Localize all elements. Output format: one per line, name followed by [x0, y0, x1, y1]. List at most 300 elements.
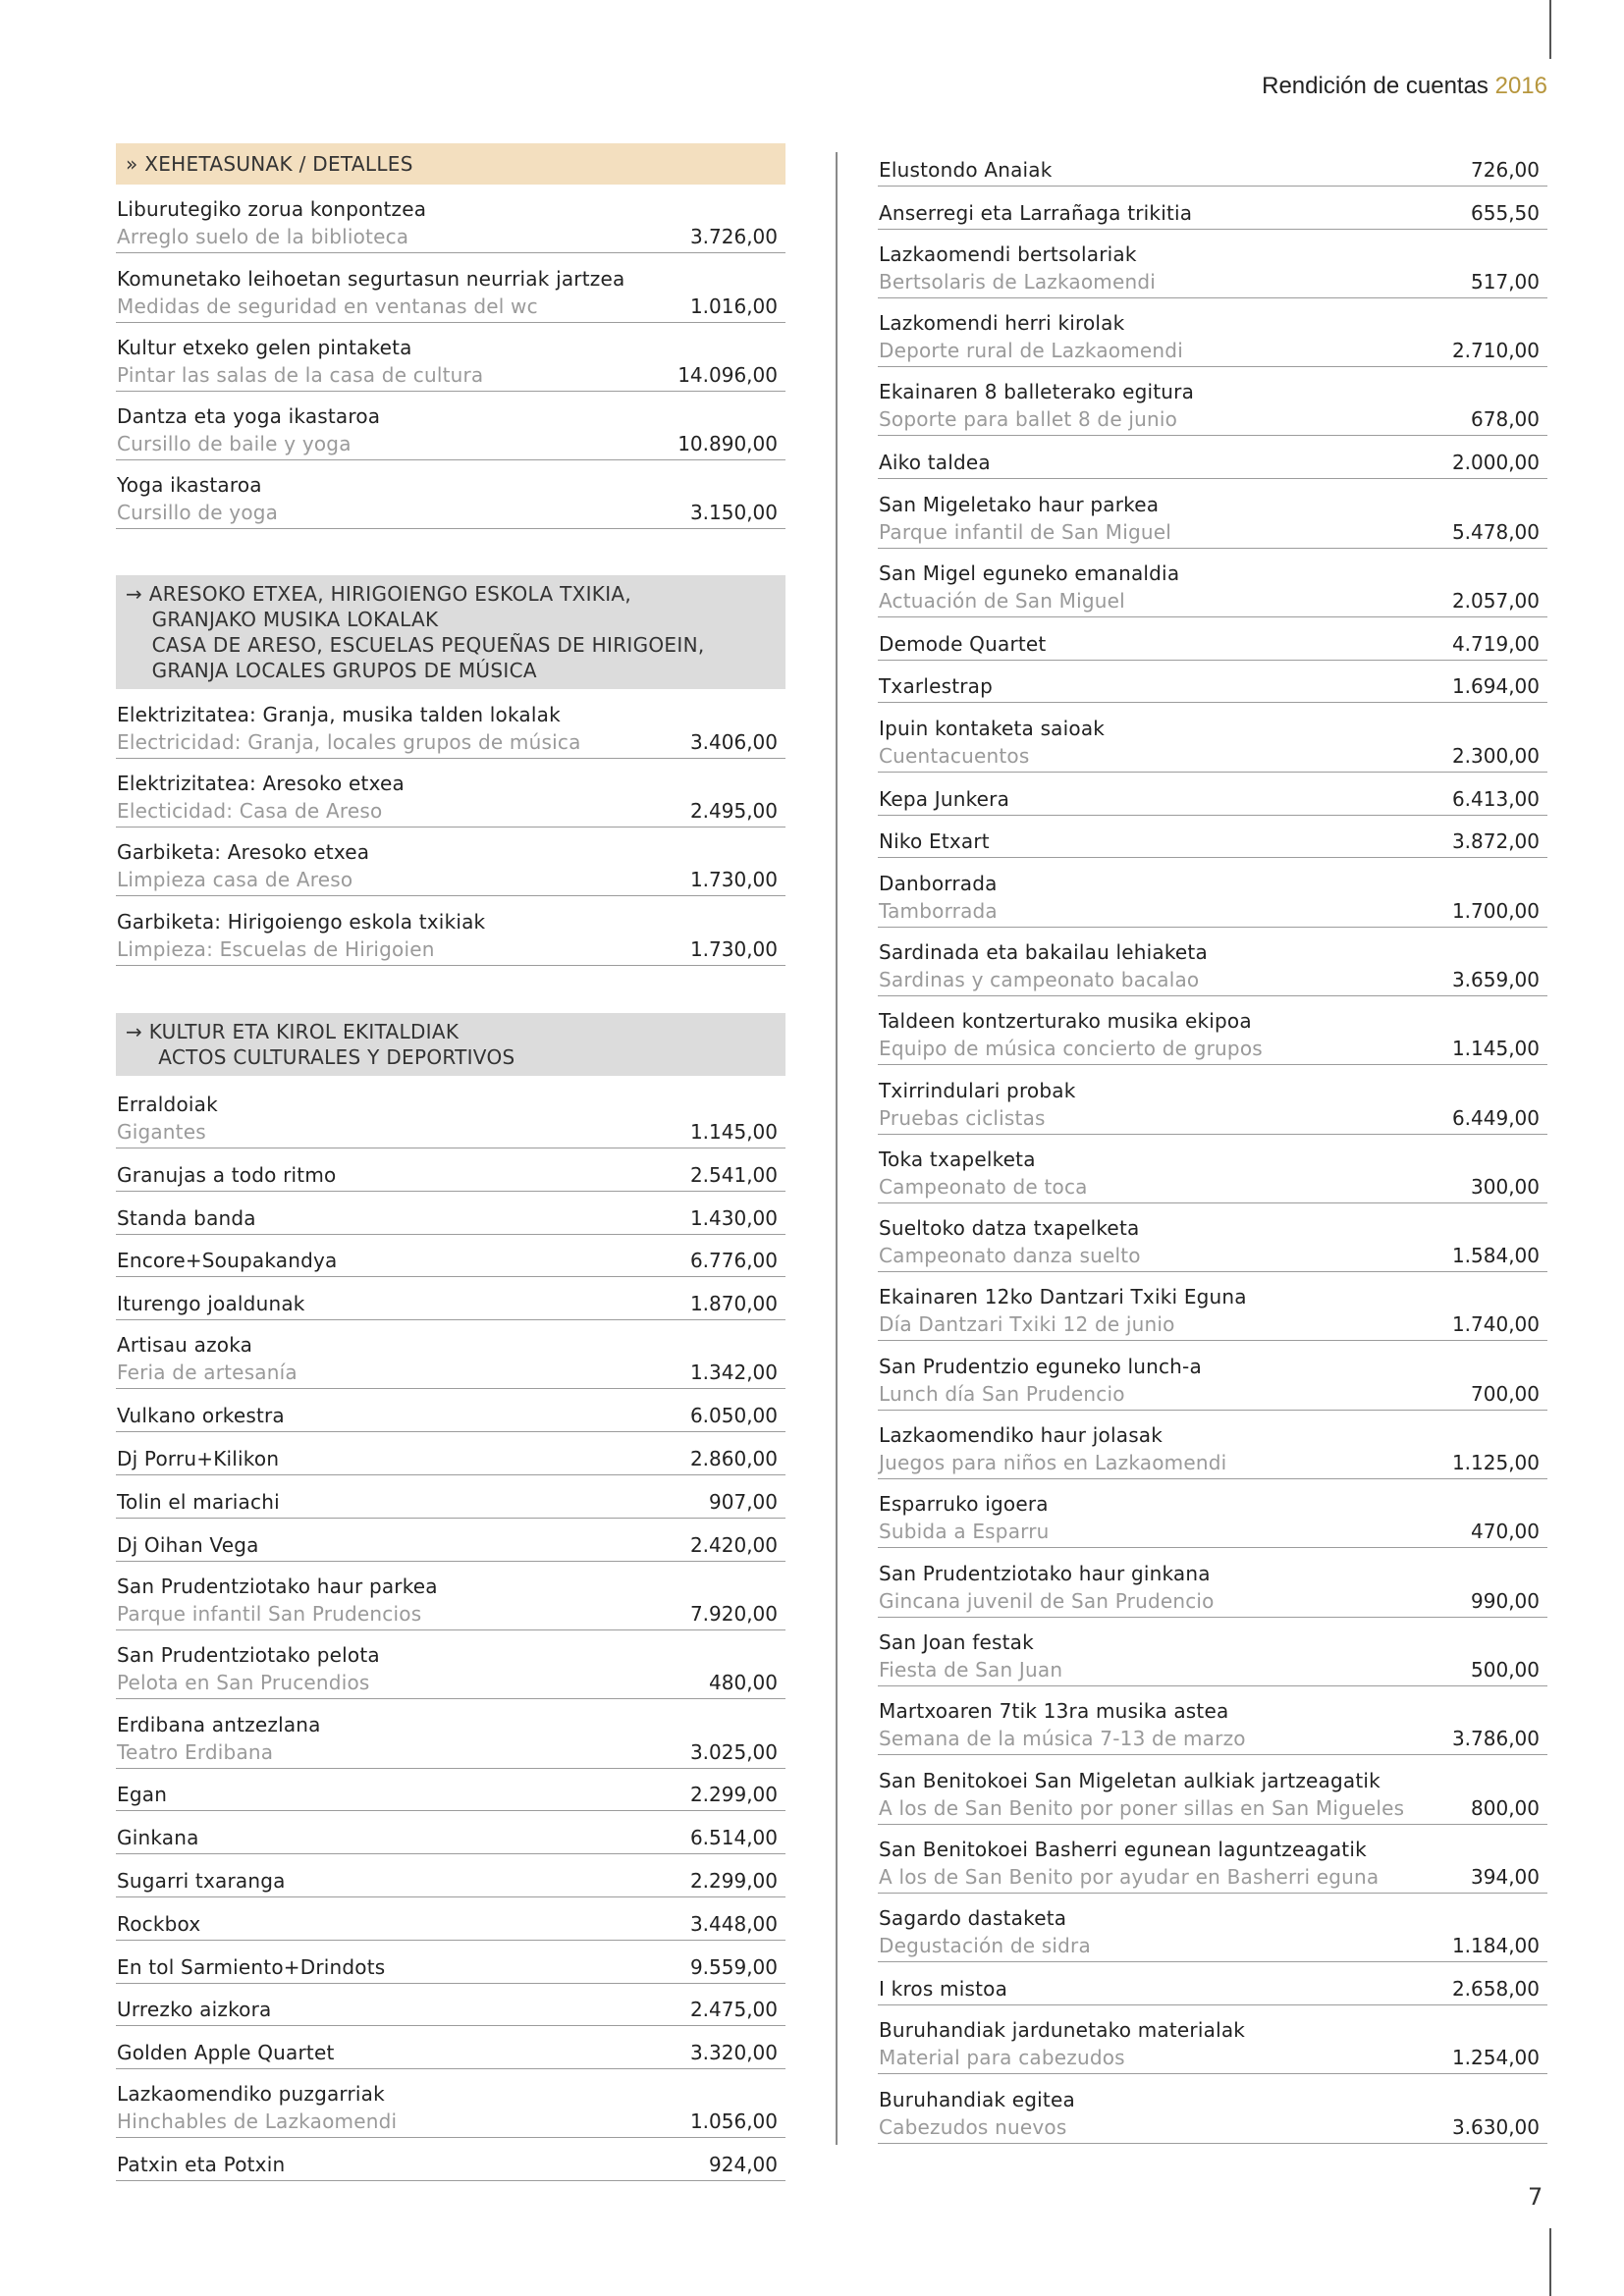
top-rule [1549, 0, 1551, 59]
table-row [116, 1630, 785, 1699]
item-amount: 6.776,00 [689, 1249, 778, 1273]
item-amount: 1.700,00 [1451, 898, 1540, 923]
item-amount: 1.145,00 [1451, 1037, 1540, 1061]
item-label-es: Parque infantil San Prudencios [117, 1601, 422, 1626]
item-label-eu: Lazkaomendiko puzgarriak [117, 2082, 385, 2107]
item-label-es: Día Dantzari Txiki 12 de junio [879, 1312, 1175, 1337]
row-labels [117, 1290, 305, 1317]
table-row [878, 1272, 1547, 1341]
item-amount: 2.495,00 [689, 799, 778, 824]
section-header-line: ACTOS CULTURALES Y DEPORTIVOS [126, 1044, 515, 1069]
item-label-eu: Lazkaomendi bertsolariak [879, 241, 1137, 266]
item-label-eu: San Migel eguneko emanaldia [879, 561, 1180, 585]
item-label-es: Sardinas y campeonato bacalao [879, 967, 1200, 991]
item-amount: 800,00 [1471, 1795, 1540, 1820]
row-labels [117, 1573, 438, 1628]
table-row [878, 773, 1547, 816]
item-label-eu: San Benitokoei Basherri egunean laguntzeagatik [879, 1837, 1367, 1861]
item-amount: 2.658,00 [1451, 1976, 1540, 2001]
item-amount: 3.448,00 [689, 1911, 778, 1936]
item-label-es: A los de San Benito por poner sillas en San Migueles [879, 1795, 1405, 1820]
item-amount: 3.872,00 [1451, 829, 1540, 854]
item-label-es: Pintar las salas de la casa de cultura [117, 362, 484, 387]
item-label-es: Electricidad: Granja, locales grupos de música [117, 729, 581, 754]
item-label-eu: San Prudentzio eguneko lunch-a [879, 1354, 1202, 1378]
row-labels [117, 1161, 336, 1189]
table-row [878, 2074, 1547, 2143]
item-label-eu: Txirrindulari probak [879, 1078, 1076, 1102]
section-header-line: → KULTUR ETA KIROL EKITALDIAK [126, 1019, 460, 1043]
item-label-es: Limpieza casa de Areso [117, 868, 353, 892]
item-amount: 1.740,00 [1451, 1312, 1540, 1337]
item-label-eu: Liburutegiko zorua konpontzea [117, 197, 427, 222]
row-labels [879, 1353, 1202, 1408]
table-row [878, 858, 1547, 927]
table-row [878, 1135, 1547, 1203]
item-label-eu: Dj Porru+Kilikon [117, 1447, 280, 1471]
table-row [116, 1475, 785, 1519]
table-row [116, 2069, 785, 2138]
item-label-eu: Elustondo Anaiak [879, 157, 1053, 182]
table-row [878, 143, 1547, 187]
table-row [878, 1479, 1547, 1548]
table-row [878, 703, 1547, 772]
row-labels [117, 1091, 218, 1146]
item-label-eu: Ginkana [117, 1826, 199, 1850]
item-label-eu: San Prudentziotako pelota [117, 1643, 380, 1668]
row-labels [117, 701, 581, 756]
section-header-detalles [116, 143, 785, 185]
row-labels [117, 838, 369, 893]
item-label-eu: Martxoaren 7tik 13ra musika astea [879, 1699, 1229, 1724]
row-labels [879, 1007, 1263, 1062]
item-amount: 1.870,00 [689, 1292, 778, 1316]
item-label-eu: Standa banda [117, 1205, 256, 1230]
item-label-es: Medidas de seguridad en ventanas del wc [117, 294, 538, 318]
column-divider [836, 152, 838, 2145]
row-labels [117, 1531, 259, 1559]
table-row [116, 1984, 785, 2027]
item-label-es: Feria de artesanía [117, 1361, 298, 1385]
row-labels [879, 1214, 1141, 1269]
table-row [878, 230, 1547, 298]
item-label-eu: Komunetako leihoetan segurtasun neurriak jartzea [117, 266, 625, 291]
item-label-eu: Lazkomendi herri kirolak [879, 311, 1125, 336]
row-labels [879, 156, 1053, 184]
item-amount: 470,00 [1471, 1520, 1540, 1544]
table-row [878, 1755, 1547, 1824]
item-label-eu: Lazkaomendiko haur jolasak [879, 1423, 1164, 1448]
table-row [116, 253, 785, 322]
table-row [116, 1389, 785, 1432]
item-label-eu: Anserregi eta Larrañaga trikitia [879, 200, 1193, 225]
row-labels [117, 1641, 380, 1696]
item-label-eu: I kros mistoa [879, 1976, 1008, 2001]
item-label-eu: San Joan festak [879, 1629, 1034, 1654]
row-labels [117, 402, 380, 457]
table-row [878, 1962, 1547, 2005]
row-labels [117, 265, 624, 320]
row-labels [879, 309, 1183, 364]
row-labels [117, 1953, 385, 1981]
item-label-es: Pruebas ciclistas [879, 1105, 1046, 1130]
item-amount: 10.890,00 [677, 432, 778, 456]
item-label-eu: Aiko taldea [879, 451, 991, 475]
table-row [116, 1519, 785, 1562]
item-amount: 1.125,00 [1451, 1451, 1540, 1475]
section-rows-detalles [116, 185, 785, 529]
table-row [878, 436, 1547, 479]
item-label-eu: Dantza eta yoga ikastaroa [117, 404, 381, 429]
item-amount: 500,00 [1471, 1657, 1540, 1682]
item-label-eu: Dj Oihan Vega [117, 1532, 259, 1557]
item-label-es: Degustación de sidra [879, 1934, 1091, 1958]
section-rows-areso [116, 689, 785, 965]
item-amount: 990,00 [1471, 1588, 1540, 1613]
row-labels [879, 1975, 1007, 2002]
table-row [878, 617, 1547, 661]
row-labels [879, 560, 1179, 614]
table-row [116, 2026, 785, 2069]
item-amount: 924,00 [709, 2153, 778, 2177]
row-labels [117, 1331, 298, 1386]
item-amount: 1.016,00 [689, 294, 778, 318]
item-amount: 6.413,00 [1451, 786, 1540, 811]
item-label-eu: Granujas a todo ritmo [117, 1162, 337, 1187]
table-row [878, 1548, 1547, 1617]
table-row [878, 298, 1547, 367]
page-number: 7 [1528, 2183, 1543, 2211]
item-amount: 726,00 [1471, 157, 1540, 182]
table-row [116, 460, 785, 529]
section-header-line: → ARESOKO ETXEA, HIRIGOIENGO ESKOLA TXIKIA, [126, 582, 632, 607]
item-amount: 6.449,00 [1451, 1105, 1540, 1130]
row-labels [879, 630, 1046, 658]
table-row [878, 1411, 1547, 1479]
item-label-eu: En tol Sarmiento+Drindots [117, 1954, 386, 1979]
item-amount: 3.150,00 [689, 501, 778, 525]
item-label-eu: San Prudentziotako haur ginkana [879, 1561, 1211, 1585]
item-amount: 3.786,00 [1451, 1727, 1540, 1751]
item-amount: 1.145,00 [689, 1119, 778, 1144]
table-row [878, 549, 1547, 617]
item-amount: 3.630,00 [1451, 2114, 1540, 2139]
table-row [116, 1562, 785, 1630]
table-row [116, 828, 785, 896]
table-row [116, 1811, 785, 1854]
item-label-es: Fiesta de San Juan [879, 1657, 1063, 1682]
item-amount: 678,00 [1471, 407, 1540, 432]
item-amount: 1.694,00 [1451, 674, 1540, 699]
item-amount: 1.730,00 [689, 936, 778, 961]
row-labels [117, 1445, 279, 1472]
table-row [116, 1897, 785, 1941]
left-column [116, 143, 785, 2181]
item-label-eu: Taldeen kontzerturako musika ekipoa [879, 1009, 1252, 1034]
item-label-eu: Ipuin kontaketa saioak [879, 716, 1106, 740]
item-amount: 3.406,00 [689, 729, 778, 754]
item-label-eu: San Benitokoei San Migeletan aulkiak jartzeagatik [879, 1768, 1380, 1792]
item-label-es: Lunch día San Prudencio [879, 1381, 1125, 1406]
item-label-eu: Garbiketa: Aresoko etxea [117, 840, 370, 865]
item-label-eu: Iturengo joaldunak [117, 1292, 305, 1316]
item-amount: 3.726,00 [689, 225, 778, 249]
item-label-eu: Sardinada eta bakailau lehiaketa [879, 939, 1208, 964]
item-amount: 907,00 [709, 1489, 778, 1514]
item-label-eu: San Migeletako haur parkea [879, 492, 1160, 516]
item-amount: 300,00 [1471, 1174, 1540, 1199]
item-amount: 700,00 [1471, 1381, 1540, 1406]
table-row [878, 1894, 1547, 1962]
item-label-es: Gigantes [117, 1119, 206, 1144]
item-amount: 3.659,00 [1451, 967, 1540, 991]
section-rows-kultur [116, 1080, 785, 2182]
row-labels [117, 1996, 271, 2023]
section-header-line: GRANJA LOCALES GRUPOS DE MÚSICA [126, 659, 537, 683]
item-label-eu: Rockbox [117, 1911, 201, 1936]
item-amount: 2.475,00 [689, 1998, 778, 2022]
table-row [116, 1148, 785, 1192]
item-amount: 3.025,00 [689, 1739, 778, 1764]
table-row [116, 1941, 785, 1984]
item-label-eu: Yoga ikastaroa [117, 473, 262, 498]
item-amount: 2.420,00 [689, 1532, 778, 1557]
row-labels [879, 1146, 1088, 1201]
item-amount: 394,00 [1471, 1864, 1540, 1889]
item-label-eu: Garbiketa: Hirigoiengo eskola txikiak [117, 909, 486, 934]
row-labels [879, 1077, 1076, 1132]
section-header-line: » XEHETASUNAK / DETALLES [126, 152, 413, 176]
table-row [878, 2005, 1547, 2074]
section-header-line: GRANJAKO MUSIKA LOKALAK [126, 608, 439, 632]
item-amount: 1.342,00 [689, 1361, 778, 1385]
table-row [116, 1235, 785, 1278]
row-labels [879, 1697, 1246, 1752]
item-label-es: Subida a Esparru [879, 1520, 1050, 1544]
item-amount: 6.514,00 [689, 1826, 778, 1850]
item-amount: 1.584,00 [1451, 1244, 1540, 1268]
spacer [116, 966, 785, 1013]
table-row [878, 1686, 1547, 1755]
item-label-es: Soporte para ballet 8 de junio [879, 407, 1178, 432]
item-label-es: Limpieza: Escuelas de Hirigoien [117, 936, 435, 961]
item-label-es: Bertsolaris de Lazkaomendi [879, 269, 1157, 294]
row-labels [879, 449, 991, 476]
table-row [116, 2138, 785, 2181]
item-label-eu: Elektrizitatea: Aresoko etxea [117, 772, 405, 796]
table-row [116, 1192, 785, 1235]
item-amount: 7.920,00 [689, 1601, 778, 1626]
table-row [878, 996, 1547, 1065]
item-amount: 1.184,00 [1451, 1934, 1540, 1958]
row-labels [117, 1204, 256, 1232]
header-year: 2016 [1494, 73, 1547, 99]
table-row [878, 1618, 1547, 1686]
item-label-eu: Ekainaren 8 balleterako egitura [879, 380, 1195, 404]
section-header-kultur [116, 1013, 785, 1076]
item-amount: 14.096,00 [677, 362, 778, 387]
row-labels [879, 672, 993, 700]
row-labels [879, 491, 1171, 546]
table-row [878, 1065, 1547, 1134]
table-row [878, 479, 1547, 548]
section-rows-right [878, 143, 1547, 2144]
item-amount: 1.254,00 [1451, 2046, 1540, 2070]
table-row [878, 1825, 1547, 1894]
item-amount: 2.299,00 [689, 1868, 778, 1893]
row-labels [879, 715, 1105, 770]
row-labels [117, 334, 483, 389]
row-labels [879, 1836, 1379, 1891]
item-amount: 3.320,00 [689, 2041, 778, 2065]
item-amount: 2.860,00 [689, 1447, 778, 1471]
item-amount: 4.719,00 [1451, 631, 1540, 656]
row-labels [117, 1711, 321, 1766]
row-labels [879, 378, 1194, 433]
table-row [116, 1277, 785, 1320]
item-label-es: Arreglo suelo de la biblioteca [117, 225, 409, 249]
item-amount: 1.056,00 [689, 2109, 778, 2134]
item-label-eu: Esparruko igoera [879, 1492, 1049, 1517]
row-labels [117, 908, 485, 963]
row-labels [117, 1402, 285, 1429]
table-row [116, 323, 785, 392]
table-row [878, 928, 1547, 996]
page-header [1262, 73, 1547, 100]
item-amount: 2.300,00 [1451, 743, 1540, 768]
table-row [878, 816, 1547, 859]
item-label-eu: Erraldoiak [117, 1092, 218, 1116]
item-label-es: A los de San Benito por ayudar en Basherri eguna [879, 1864, 1380, 1889]
item-label-eu: Demode Quartet [879, 631, 1047, 656]
item-amount: 9.559,00 [689, 1954, 778, 1979]
table-row [878, 187, 1547, 230]
row-labels [879, 1283, 1247, 1338]
item-label-eu: Artisau azoka [117, 1333, 253, 1358]
item-label-eu: Buruhandiak egitea [879, 2087, 1075, 2111]
item-amount: 2.710,00 [1451, 339, 1540, 363]
item-amount: 5.478,00 [1451, 519, 1540, 544]
item-label-es: Teatro Erdibana [117, 1739, 274, 1764]
item-label-eu: Txarlestrap [879, 674, 994, 699]
item-label-eu: Golden Apple Quartet [117, 2041, 335, 2065]
item-label-eu: Tolin el mariachi [117, 1489, 280, 1514]
item-label-es: Gincana juvenil de San Prudencio [879, 1588, 1215, 1613]
item-label-eu: San Prudentziotako haur parkea [117, 1574, 438, 1598]
item-label-es: Parque infantil de San Miguel [879, 519, 1172, 544]
row-labels [117, 1247, 338, 1274]
row-labels [879, 2086, 1075, 2141]
row-labels [117, 1488, 280, 1516]
bottom-rule [1549, 2228, 1551, 2296]
item-amount: 6.050,00 [689, 1404, 778, 1428]
item-amount: 2.299,00 [689, 1783, 778, 1807]
row-labels [879, 1629, 1062, 1683]
item-label-eu: Urrezko aizkora [117, 1998, 272, 2022]
header-title: Rendición de cuentas [1262, 73, 1489, 99]
row-labels [117, 471, 278, 526]
table-row [878, 1341, 1547, 1410]
item-label-eu: Sagardo dastaketa [879, 1906, 1067, 1931]
row-labels [117, 195, 426, 250]
item-label-es: Pelota en San Prucendios [117, 1671, 370, 1695]
row-labels [117, 1781, 167, 1808]
item-label-es: Semana de la música 7-13 de marzo [879, 1727, 1246, 1751]
item-amount: 517,00 [1471, 269, 1540, 294]
item-label-es: Hinchables de Lazkaomendi [117, 2109, 398, 2134]
item-label-es: Juegos para niños en Lazkaomendi [879, 1451, 1227, 1475]
item-label-eu: Niko Etxart [879, 829, 990, 854]
row-labels [879, 1904, 1091, 1959]
item-label-eu: Sugarri txaranga [117, 1868, 286, 1893]
item-label-es: Material para cabezudos [879, 2046, 1125, 2070]
item-label-eu: Kultur etxeko gelen pintaketa [117, 335, 412, 359]
item-label-es: Tamborrada [879, 898, 998, 923]
item-label-eu: Encore+Soupakandya [117, 1249, 338, 1273]
item-label-es: Cuentacuentos [879, 743, 1030, 768]
table-row [116, 185, 785, 253]
row-labels [117, 2039, 335, 2066]
row-labels [117, 1910, 200, 1938]
table-row [116, 689, 785, 758]
item-label-es: Actuación de San Miguel [879, 588, 1125, 613]
table-row [116, 1769, 785, 1812]
table-row [878, 367, 1547, 436]
row-labels [117, 2080, 397, 2135]
item-label-eu: Patxin eta Potxin [117, 2153, 286, 2177]
table-row [116, 1432, 785, 1475]
item-label-es: Electicidad: Casa de Areso [117, 799, 383, 824]
row-labels [879, 240, 1156, 295]
row-labels [879, 1421, 1226, 1476]
item-label-eu: Buruhandiak jardunetako materialak [879, 2018, 1246, 2043]
item-label-es: Deporte rural de Lazkaomendi [879, 339, 1183, 363]
section-header-areso [116, 575, 785, 689]
table-row [116, 1080, 785, 1148]
item-label-es: Campeonato de toca [879, 1174, 1088, 1199]
item-amount: 2.541,00 [689, 1162, 778, 1187]
table-row [116, 392, 785, 460]
item-label-es: Equipo de música concierto de grupos [879, 1037, 1263, 1061]
right-column [878, 143, 1547, 2144]
item-amount: 655,50 [1471, 200, 1540, 225]
item-amount: 2.000,00 [1451, 451, 1540, 475]
item-amount: 2.057,00 [1451, 588, 1540, 613]
table-row [116, 896, 785, 965]
item-label-eu: Danborrada [879, 871, 998, 895]
row-labels [879, 938, 1208, 993]
table-row [116, 759, 785, 828]
row-labels [879, 1490, 1050, 1545]
row-labels [879, 1560, 1215, 1615]
item-label-es: Cursillo de baile y yoga [117, 432, 352, 456]
item-label-es: Campeonato danza suelto [879, 1244, 1141, 1268]
table-row [116, 1320, 785, 1389]
table-row [116, 1854, 785, 1897]
section-header-line: CASA DE ARESO, ESCUELAS PEQUEÑAS DE HIRIGOEIN, [126, 633, 705, 658]
row-labels [879, 1767, 1404, 1822]
spacer [116, 529, 785, 575]
item-label-eu: Kepa Junkera [879, 786, 1010, 811]
row-labels [879, 870, 998, 925]
item-label-eu: Vulkano orkestra [117, 1404, 285, 1428]
item-label-eu: Toka txapelketa [879, 1147, 1036, 1171]
row-labels [879, 785, 1009, 813]
table-row [116, 1699, 785, 1768]
row-labels [117, 770, 405, 825]
item-label-eu: Sueltoko datza txapelketa [879, 1216, 1140, 1241]
row-labels [117, 1867, 286, 1895]
